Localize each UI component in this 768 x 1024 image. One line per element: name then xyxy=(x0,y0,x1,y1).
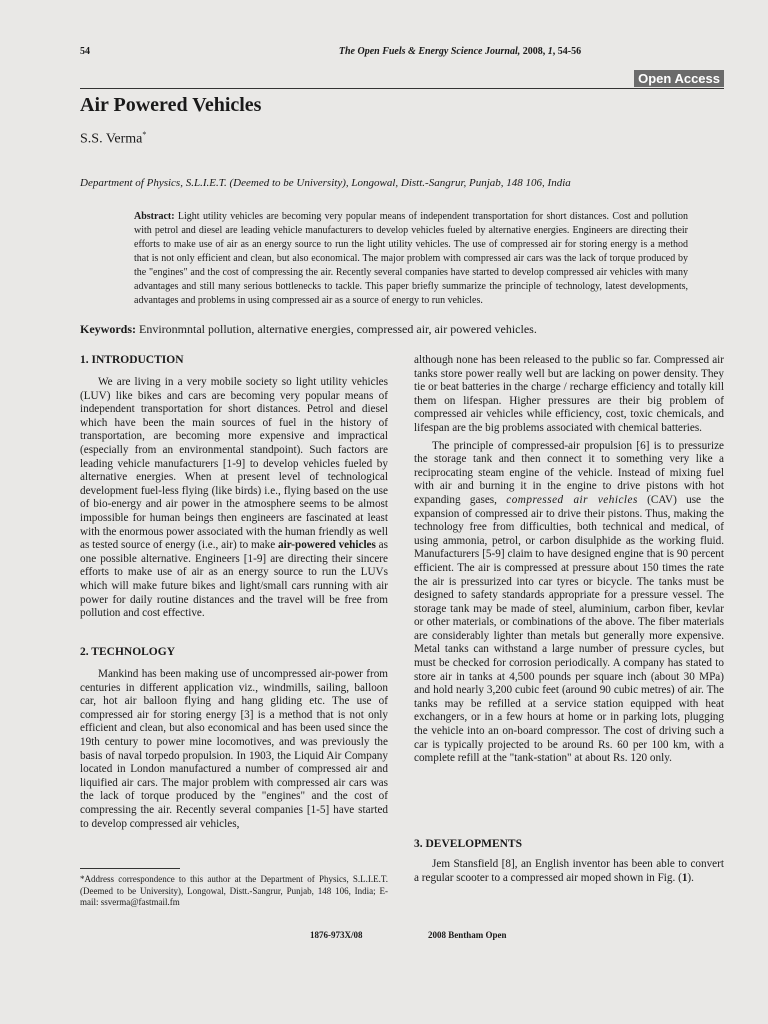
text-run: ). xyxy=(687,871,694,884)
section-heading-introduction: 1. INTRODUCTION xyxy=(80,354,184,366)
open-access-badge: Open Access xyxy=(634,70,724,87)
keywords-text: Environmntal pollution, alternative energies, compressed air, air powered vehicles. xyxy=(136,322,537,336)
footnote-rule xyxy=(80,868,180,869)
bold-term: air-powered vehicles xyxy=(278,539,376,552)
paragraph: although none has been released to the public so far. Compressed air tanks store power really well but are lacking on power density. They tie or beat batteries in the charge / recharge efficiency and totally kill them on lifespan. Higher pressures are their big problem of compressed air vehicles while efficiency, cost, toxic chemicals, and lifespan are the big problems associated with chemical batteries. xyxy=(414,354,724,434)
paragraph: Mankind has been making use of uncompressed air-power from centuries in different application viz., windmills, sailing, balloon car, hot air balloon flying and hang gliding etc. The use of compressed air for storing energy [3] is a method that is not only efficient and clean, but also economical and has been used since the 19th century to power mine locomotives, and was previously the basis of naval torpedo propulsion. In 1903, the Liquid Air Company located in London manufactured a number of compressed air and liquified air cars. The major problem with compressed air cars was the lack of torque produced by the "engines" and the cost of compressing the air. Recently several companies [1-5] have started to develop compressed air vehicles, xyxy=(80,668,388,830)
introduction-body xyxy=(80,376,388,621)
paper-title: Air Powered Vehicles xyxy=(80,94,262,116)
text-run: Jem Stansfield [8], an English inventor has been able to convert a regular scooter to a compressed air moped shown in Fig. ( xyxy=(414,858,724,884)
page-number: 54 xyxy=(80,46,90,57)
text-run: as one possible alternative. Engineers [1-9] are directing their sincere efforts to make use of air as an energy source to run the LUVs which will make future bikes and light/small cars running with air power for daily routine distances and the travel will be free from pollution and cost effective. xyxy=(80,539,388,620)
technology-body-right xyxy=(414,354,724,766)
technology-body-left xyxy=(80,668,388,831)
publisher: 2008 Bentham Open xyxy=(428,930,507,940)
text-run: The principle of compressed-air propulsion [6] is to pressurize the storage tank and then connect it to something very like a reciprocating steam engine of the vehicle. Instead of mixing fuel with air and burning it in the engine to drive pistons with hot expanding gases, xyxy=(414,439,724,506)
developments-body xyxy=(414,858,724,885)
abstract-text: Light utility vehicles are becoming very popular means of independent transportation for short distances. Cost and pollution with petrol and diesel are leading vehicle manufacturers to develop vehicles fueled by alternative energies. Engineers are directing their efforts to make use of air as an energy source to run the light utility vehicles. The use of compressed air for storing energy is a method that is not only efficient and clean, but also economical. The major problem with compressed air cars was the lack of torque produced by the "engines" and the cost of compressing the air. Recently several companies have started to develop compressed air vehicles with many advantages and still many serious bottlenecks to tackle. This paper briefly summarize the principle of technology, latest developments, advantages and problems in using compressed air as a source of energy to run vehicles. xyxy=(134,211,688,306)
section-heading-developments: 3. DEVELOPMENTS xyxy=(414,838,522,850)
journal-pages: , 54-56 xyxy=(552,46,582,57)
journal-citation xyxy=(200,46,720,57)
author-line xyxy=(80,130,146,148)
journal-year: 2008, xyxy=(520,46,548,57)
text-run: We are living in a very mobile society so light utility vehicles (LUV) like bikes and cars are becoming very popular means of independent transportation for short distances. Petrol and diesel which have been the main sources of fuel in the history of transportation, are becoming more expensive and impractical (especially from an environmental standpoint). Such factors are leading vehicle manufacturers [1-9] to develop vehicles fueled by alternative energies. When at present level of technological development fuel-less flying (like birds) i.e., flying based on the use of bio-energy and air power in the atmosphere seems to be almost impossible for human beings then engineers are fascinated at least with the enormous power associated with the human friendly as well as tested source of energy (i.e., air) to make xyxy=(80,376,388,552)
abstract xyxy=(134,210,688,308)
keywords xyxy=(80,322,720,337)
paragraph xyxy=(414,858,724,885)
header-rule xyxy=(80,88,724,89)
correspondence-footnote: *Address correspondence to this author at the Department of Physics, S.L.I.E.T. (Deemed to be University), Longowal, Distt.-Sangrur, Punjab, 148 106, India; E-mail: ssverma@fastmail.fm xyxy=(80,874,388,907)
section-heading-technology: 2. TECHNOLOGY xyxy=(80,646,175,658)
author-name: S.S. Verma xyxy=(80,131,143,147)
paragraph xyxy=(80,376,388,621)
figure-ref[interactable]: 1 xyxy=(681,871,688,884)
journal-volume: 1 xyxy=(547,46,553,57)
author-mark: * xyxy=(142,130,147,139)
keywords-label: Keywords: xyxy=(80,322,136,336)
italic-term: compressed air vehicles xyxy=(506,493,638,506)
text-run: (CAV) use the expansion of compressed air to drive their pistons. Thus, making the technology free from difficulties, both technical and medical, of using ammonia, petrol, or carbon disulphide as the working fluid. Manufacturers [5-9] claim to have designed engine that is 90 percent efficient. The air is compressed at pressure about 150 times the rate the air is pressurized into car tyres or bicycle. The tanks must be designed to safety standards appropriate for a pressure vessel. The storage tank may be made of steel, aluminium, carbon fiber, kevlar or other materials, or combinations of the above. The fiber materials are considerably lighter than metals but generally more expensive. Metal tanks can withstand a large number of pressure cycles, but must be checked for corrosion periodically. A company has stated to store air in tanks at 4,500 pounds per square inch (about 30 MPa) and hold nearly 3,200 cubic feet (around 90 cubic metres) of air. The tanks may be refilled at a service station equipped with heat exchangers, or in a few hours at home or in parking lots, plugging the vehicle into an on-board compressor. The cost of driving such a car is typically projected to be around Rs. 60 per 100 km, with a complete refill at the "tank-station" at about Rs. 120 only. xyxy=(414,493,724,765)
journal-name: The Open Fuels & Energy Science Journal, xyxy=(338,46,521,57)
paragraph xyxy=(414,440,724,766)
affiliation: Department of Physics, S.L.I.E.T. (Deemed to be University), Longowal, Distt.-Sangrur, Punjab, 148 106, India xyxy=(80,177,571,189)
abstract-label: Abstract: xyxy=(134,211,175,222)
issn: 1876-973X/08 xyxy=(310,930,363,940)
